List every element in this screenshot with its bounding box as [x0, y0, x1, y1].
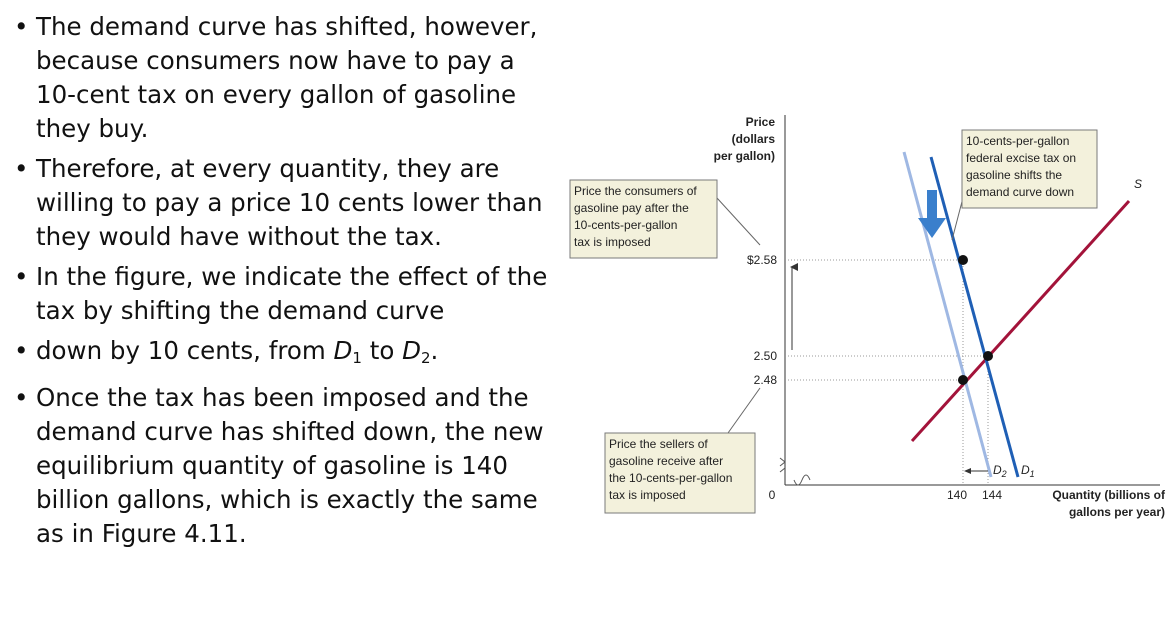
bullet-item: [12, 260, 552, 328]
d2-label-d: D: [993, 463, 1002, 477]
x-tick-label: 144: [981, 488, 1003, 502]
x-axis-label-line2: gallons per year): [1068, 505, 1165, 519]
d1-symbol: D: [333, 336, 353, 365]
x-axis-label-line1: Quantity (billions of: [1052, 488, 1165, 502]
equilibrium-point: [983, 351, 993, 361]
bullet-list: [12, 10, 552, 557]
d2-subscript: 2: [421, 349, 431, 367]
sellers-box-line4: tax is imposed: [609, 488, 686, 502]
tax-box-line1: 10-cents-per-gallon: [966, 134, 1070, 148]
equilibrium-point: [958, 375, 968, 385]
tax-box-line4: demand curve down: [966, 185, 1075, 199]
y-axis-label-line1: Price: [745, 115, 775, 129]
consumers-box-leader: [717, 198, 760, 245]
x-axis-break: [794, 475, 810, 485]
consumers-box-line1: Price the consumers of: [574, 184, 697, 198]
d1-label-d: D: [1021, 463, 1030, 477]
y-axis-break: [780, 458, 785, 472]
sellers-box-line3: the 10-cents-per-gallon: [609, 471, 733, 485]
origin-label: 0: [768, 488, 776, 502]
bullet-text: Once the tax has been imposed and the demand curve has shifted down, the new equilibrium quantity of gasoline is 140 billion gallons, which is exactly the same as in Figure 4.11.: [36, 383, 544, 548]
bullet-text-mid: to: [361, 336, 403, 365]
y-tick-label: 2.50: [753, 349, 777, 363]
bullet-text: In the figure, we indicate the effect of the tax by shifting the demand curve: [36, 262, 548, 325]
quantity-change-arrowhead-icon: [964, 468, 971, 474]
y-axis-label-line2: (dollars: [731, 132, 775, 146]
d2-symbol: D: [402, 336, 421, 365]
sellers-box-leader: [728, 388, 760, 433]
supply-label: S: [1134, 177, 1143, 191]
tax-box-line2: federal excise tax on: [966, 151, 1077, 165]
bullet-text: The demand curve has shifted, however, because consumers now have to pay a 10-cent tax on every gallon of gasoline they buy.: [36, 12, 538, 143]
x-tick-label: 140: [946, 488, 968, 502]
bullet-item: [12, 152, 552, 254]
bullet-text-pre: down by 10 cents, from: [36, 336, 334, 365]
d2-label: [993, 463, 1007, 479]
bullet-item: [12, 381, 552, 551]
tax-box-line3: gasoline shifts the: [966, 168, 1063, 182]
bullet-text: Therefore, at every quantity, they are willing to pay a price 10 cents lower than they would have without the tax.: [36, 154, 543, 251]
consumers-box-line3: 10-cents-per-gallon: [574, 218, 678, 232]
sellers-box-line2: gasoline receive after: [609, 454, 724, 468]
d1-label: [1021, 463, 1035, 479]
tax-demand-shift-chart: [560, 100, 1170, 530]
y-tick-label: $2.58: [746, 253, 777, 267]
y-tick-label: 2.48: [753, 373, 777, 387]
consumers-box-line4: tax is imposed: [574, 235, 651, 249]
bullet-item: [12, 10, 552, 146]
d1-subscript: 1: [352, 349, 362, 367]
d1-label-sub: 1: [1029, 469, 1035, 479]
d2-label-sub: 2: [1001, 469, 1007, 479]
y-axis-label-line3: per gallon): [713, 149, 775, 163]
equilibrium-point: [958, 255, 968, 265]
bullet-item: [12, 334, 552, 375]
bullet-text-post: .: [430, 336, 439, 365]
supply-curve: [912, 201, 1129, 441]
sellers-box-line1: Price the sellers of: [609, 437, 708, 451]
consumers-box-line2: gasoline pay after the: [574, 201, 689, 215]
